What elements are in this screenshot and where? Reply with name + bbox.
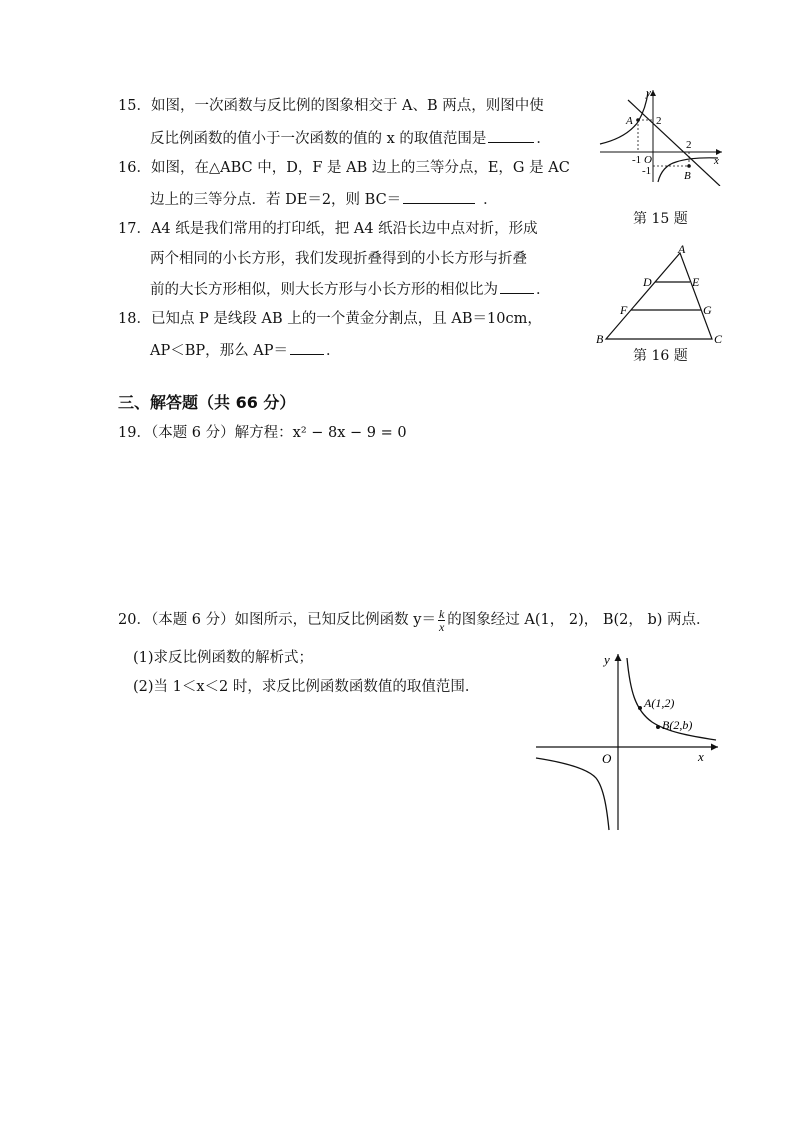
- figure-16-triangle: [594, 243, 724, 347]
- q17-number: 17．: [118, 221, 151, 237]
- fig15-label-O: O: [644, 154, 652, 166]
- q20-line1: [118, 607, 711, 633]
- q16-text-2: 边上的三等分点．若 DE＝2，则 BC＝: [150, 192, 402, 208]
- figure-16-caption: 第 16 题: [633, 348, 688, 364]
- q19-text: 19．（本题 6 分）解方程：x² − 8x − 9 = 0: [118, 425, 407, 441]
- fig16-label-F: F: [620, 303, 628, 317]
- figure-15-graph: [596, 86, 726, 186]
- q17-text-1: A4 纸是我们常用的打印纸，把 A4 纸沿长边中点对折，形成: [150, 221, 538, 237]
- fig20-label-O: O: [602, 751, 612, 766]
- fig15-label-2y: 2: [656, 115, 662, 127]
- q17-end: ．: [536, 282, 551, 298]
- fig16-label-A: A: [678, 243, 686, 256]
- q18-end: ．: [325, 343, 341, 359]
- fig20-label-A: A(1,2): [644, 696, 675, 710]
- figure-20-graph: [532, 650, 722, 832]
- fig15-label-neg1y: -1: [642, 165, 652, 177]
- q18-text-2: AP＜BP，那么 AP＝: [150, 343, 288, 359]
- q17-text-3: 前的大长方形相似，则大长方形与小长方形的相似比为: [150, 282, 498, 298]
- q15-text-2: 反比例函数的值小于一次函数的值的 x 的取值范围是: [150, 131, 487, 147]
- q17-line3: [150, 279, 551, 299]
- q20-suffix: 的图象经过 A(1， 2)， B(2， b) 两点．: [447, 612, 711, 628]
- fig15-label-B: B: [684, 170, 691, 182]
- q18-line1: [118, 310, 542, 328]
- q15-answer-blank[interactable]: [488, 128, 534, 143]
- q18-text-1: 已知点 P 是线段 AB 上的一个黄金分割点，且 AB＝10cm，: [150, 311, 542, 327]
- fig16-label-D: D: [643, 275, 652, 289]
- fig20-label-B: B(2,b): [662, 718, 693, 732]
- q16-text-1: 如图，在△ABC 中，D，F 是 AB 边上的三等分点，E，G 是 AC: [150, 160, 570, 176]
- q17-answer-blank[interactable]: [500, 279, 534, 294]
- fig16-label-G: G: [703, 303, 712, 317]
- q15-line1: [118, 97, 544, 115]
- fig15-label-neg1x: -1: [632, 154, 642, 166]
- fig15-label-y: y: [646, 87, 651, 99]
- q20-fraction: [438, 608, 445, 633]
- q18-answer-blank[interactable]: [290, 340, 324, 355]
- q17-line2: [150, 250, 527, 268]
- q16-line1: [118, 159, 570, 177]
- q15-line2: [150, 128, 551, 148]
- q18-number: 18．: [118, 311, 151, 327]
- fig20-label-x: x: [698, 749, 704, 764]
- fig15-label-2x: 2: [686, 139, 692, 151]
- q15-end: ．: [536, 131, 551, 147]
- q20-prefix: 20．（本题 6 分）如图所示，已知反比例函数 y＝: [118, 612, 436, 628]
- fig20-label-y: y: [604, 652, 610, 667]
- q16-line2: [150, 189, 498, 209]
- q20-part1: (1)求反比例函数的解析式；: [133, 650, 314, 666]
- q16-number: 16．: [118, 160, 151, 176]
- q16-answer-blank[interactable]: [403, 189, 475, 204]
- q17-line1: [118, 220, 538, 238]
- fig16-label-C: C: [714, 332, 723, 346]
- q15-text-1: 如图，一次函数与反比例的图象相交于 A、B 两点，则图中使: [150, 98, 544, 114]
- fig15-label-x: x: [714, 155, 719, 167]
- q16-end: ．: [483, 192, 498, 208]
- q20-part2: (2)当 1＜x＜2 时，求反比例函数函数值的取值范围．: [133, 679, 480, 695]
- section-3-heading: 三、解答题（共 66 分）: [118, 393, 296, 412]
- q20-frac-num: k: [438, 606, 445, 621]
- fig16-label-B: B: [596, 332, 604, 346]
- fig15-label-A: A: [626, 115, 633, 127]
- q18-line2: [150, 340, 340, 360]
- q15-number: 15．: [118, 98, 151, 114]
- figure-15-caption: 第 15 题: [633, 211, 688, 227]
- q17-text-2: 两个相同的小长方形，我们发现折叠得到的小长方形与折叠: [150, 251, 527, 267]
- fig16-label-E: E: [692, 275, 700, 289]
- q20-frac-den: x: [438, 619, 445, 634]
